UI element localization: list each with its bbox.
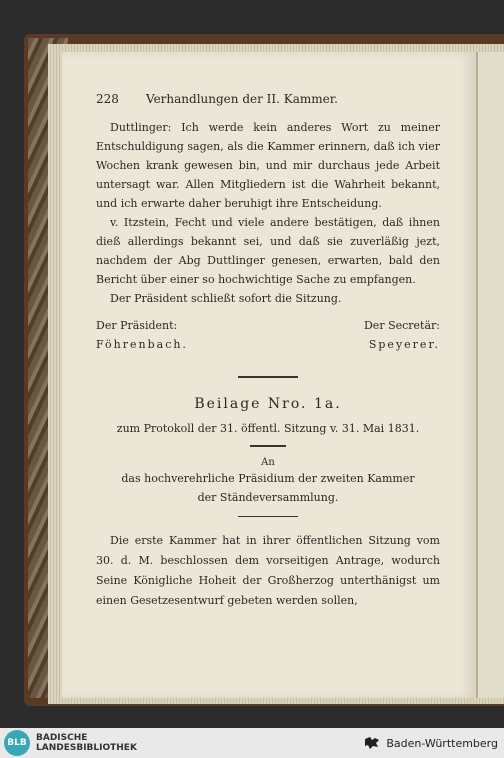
paragraph-2: v. Itzstein, Fecht und viele andere bestätigen, daß ihnen dieß allerdings bekannt sei, und daß sie zuverläßig jezt, nachdem der Abg Duttlinger genesen, erwarten, bald den Bericht über einer so hochwichtige Sache zu empfangen. — [96, 216, 440, 286]
footer-bar — [0, 728, 504, 758]
final-paragraph: Die erste Kammer hat in ihrer öffentlichen Sitzung vom 30. d. M. beschlossen dem vorseitigen Antrage, wodurch Seine Königliche Hoheit der Großherzog unterthänigst um einen Gesetzesentwurf gebeten werden sollen, — [96, 534, 440, 607]
page-header — [96, 92, 440, 106]
address-an: An — [261, 457, 275, 468]
address-line-1: das hochverehrliche Präsidium der zweiten Kammer — [121, 472, 415, 485]
short-rule — [250, 445, 286, 447]
secretary-title: Der Secretär: — [363, 319, 440, 332]
signatures — [96, 316, 440, 354]
library-name-line-1: BADISCHE — [36, 733, 88, 743]
beilage-subtitle: zum Protokoll der 31. öffentl. Sitzung v. 31. Mai 1831. — [116, 422, 420, 435]
blb-logo: BLB — [4, 730, 30, 756]
secretary-name: Speyerer. — [368, 338, 440, 351]
library-name-line-2: LANDESBIBLIOTHEK — [36, 743, 137, 753]
facing-page-edge — [476, 52, 504, 698]
running-head: Verhandlungen der II. Kammer. — [146, 92, 338, 106]
page-number: 228 — [96, 92, 119, 106]
president-name: Föhrenbach. — [96, 338, 188, 351]
address-line-2: der Ständeversammlung. — [197, 491, 339, 504]
library-name — [36, 733, 137, 753]
paragraph-1: Duttlinger: Ich werde kein anderes Wort zu meiner Entschuldigung sagen, als die Kammer erinnern, daß ich vier Wochen krank gewesen bin, und mir durchaus jede Arbeit untersagt war. Allen Mitgliedern ist die Wahrheit bekannt, und ich erwarte daher beruhigt ihre Entscheidung. — [96, 121, 440, 210]
region-brand — [363, 734, 498, 752]
address-rule — [238, 516, 298, 517]
section-rule — [238, 376, 298, 378]
page-text — [96, 92, 440, 611]
president-title: Der Präsident: — [96, 319, 178, 332]
paragraph-3: Der Präsident schließt sofort die Sitzung. — [110, 292, 342, 305]
beilage-title: Beilage Nro. 1a. — [194, 396, 342, 412]
region-name: Baden-Württemberg — [386, 736, 498, 750]
lion-crest-icon — [363, 734, 381, 752]
